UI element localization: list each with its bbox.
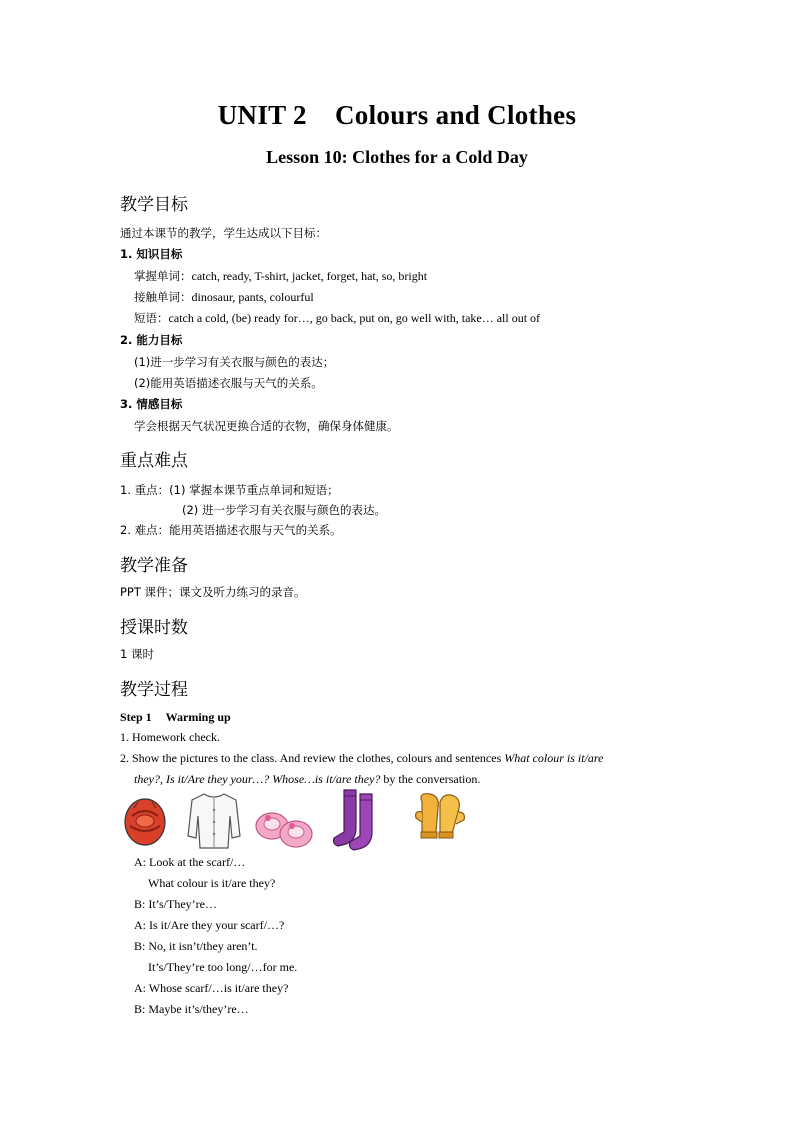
mittens-icon: [416, 794, 465, 838]
dialogue-line-8: B: Maybe it’s/they’re…: [134, 1002, 249, 1016]
master-words-line: [134, 268, 427, 284]
dialogue-line-5: B: No, it isn’t/they aren’t.: [134, 939, 258, 953]
step-item-2-italic-b: they?, Is it/Are they your…? Whose…is it/are they?: [134, 772, 381, 786]
phrases-label: 短语：: [134, 311, 169, 325]
shoes-icon: [256, 813, 312, 847]
dialogue-line-4: A: Is it/Are they your scarf/…?: [134, 918, 285, 932]
difficulty-label: 2. 难点：: [120, 523, 170, 537]
dialogue-line-3: B: It’s/They’re…: [134, 897, 217, 911]
contact-words: dinosaur, pants, colourful: [191, 290, 314, 304]
ability-item-2: (2)能用英语描述衣服与天气的关系。: [134, 376, 323, 390]
step-item-2-line-2: [134, 771, 480, 787]
step-item-2-text-b: by the conversation.: [380, 772, 481, 786]
socks-icon: [334, 790, 373, 850]
step-item-2-text-a: 2. Show the pictures to the class. And review the clothes, colours and sentences: [120, 751, 505, 765]
objectives-heading: 教学目标: [120, 195, 188, 215]
dialogue-line-6: It’s/They’re too long/…for me.: [148, 960, 298, 974]
clothing-pictures: [120, 788, 480, 854]
process-heading: 教学过程: [120, 680, 188, 700]
emotion-text: 学会根据天气状况更换合适的衣物，确保身体健康。: [134, 419, 399, 433]
key-item-1: (1) 掌握本课节重点单词和短语；: [169, 483, 339, 497]
dialogue-line-1: A: Look at the scarf/…: [134, 855, 246, 869]
phrases-line: [134, 310, 540, 326]
lesson-title: Lesson 10: Clothes for a Cold Day: [266, 147, 528, 167]
hours-heading: 授课时数: [120, 618, 188, 638]
ability-item-1: (1)进一步学习有关衣服与颜色的表达；: [134, 355, 335, 369]
contact-words-label: 接触单词：: [134, 290, 192, 304]
knowledge-title: 1. 知识目标: [120, 247, 183, 261]
hours-text: 1 课时: [120, 647, 154, 661]
emotion-title: 3. 情感目标: [120, 397, 183, 411]
ability-title: 2. 能力目标: [120, 333, 183, 347]
phrases: catch a cold, (be) ready for…, go back, put on, go well with, take… all out of: [168, 311, 541, 325]
master-words-label: 掌握单词：: [134, 269, 192, 283]
step-item-2-line-1: [120, 750, 603, 766]
preparation-heading: 教学准备: [120, 556, 188, 576]
unit-title: UNIT 2 Colours and Clothes: [217, 100, 577, 130]
step-1-number: Step 1: [120, 710, 152, 724]
objectives-intro: 通过本课节的教学，学生达成以下目标：: [120, 226, 327, 240]
dialogue-line-7: A: Whose scarf/…is it/are they?: [134, 981, 289, 995]
key-line-1: [120, 482, 339, 498]
difficulty-text: 能用英语描述衣服与天气的关系。: [169, 523, 342, 537]
keypoints-heading: 重点难点: [120, 451, 188, 471]
master-words: catch, ready, T-shirt, jacket, forget, hat, so, bright: [191, 269, 428, 283]
scarf-icon: [125, 799, 165, 845]
dialogue-line-2: What colour is it/are they?: [148, 876, 276, 890]
preparation-text: PPT 课件；课文及听力练习的录音。: [120, 585, 306, 599]
shirt-icon: [188, 794, 240, 848]
contact-words-line: [134, 289, 314, 305]
step-item-2-italic-a: What colour is it/are: [504, 751, 604, 765]
step-1-title: Warming up: [165, 710, 231, 724]
step-item-1: 1. Homework check.: [120, 730, 220, 744]
difficulty-line: [120, 522, 342, 538]
key-item-2: (2) 进一步学习有关衣服与颜色的表达。: [182, 503, 386, 517]
step-1-heading: [120, 709, 231, 725]
key-label: 1. 重点：: [120, 483, 170, 497]
